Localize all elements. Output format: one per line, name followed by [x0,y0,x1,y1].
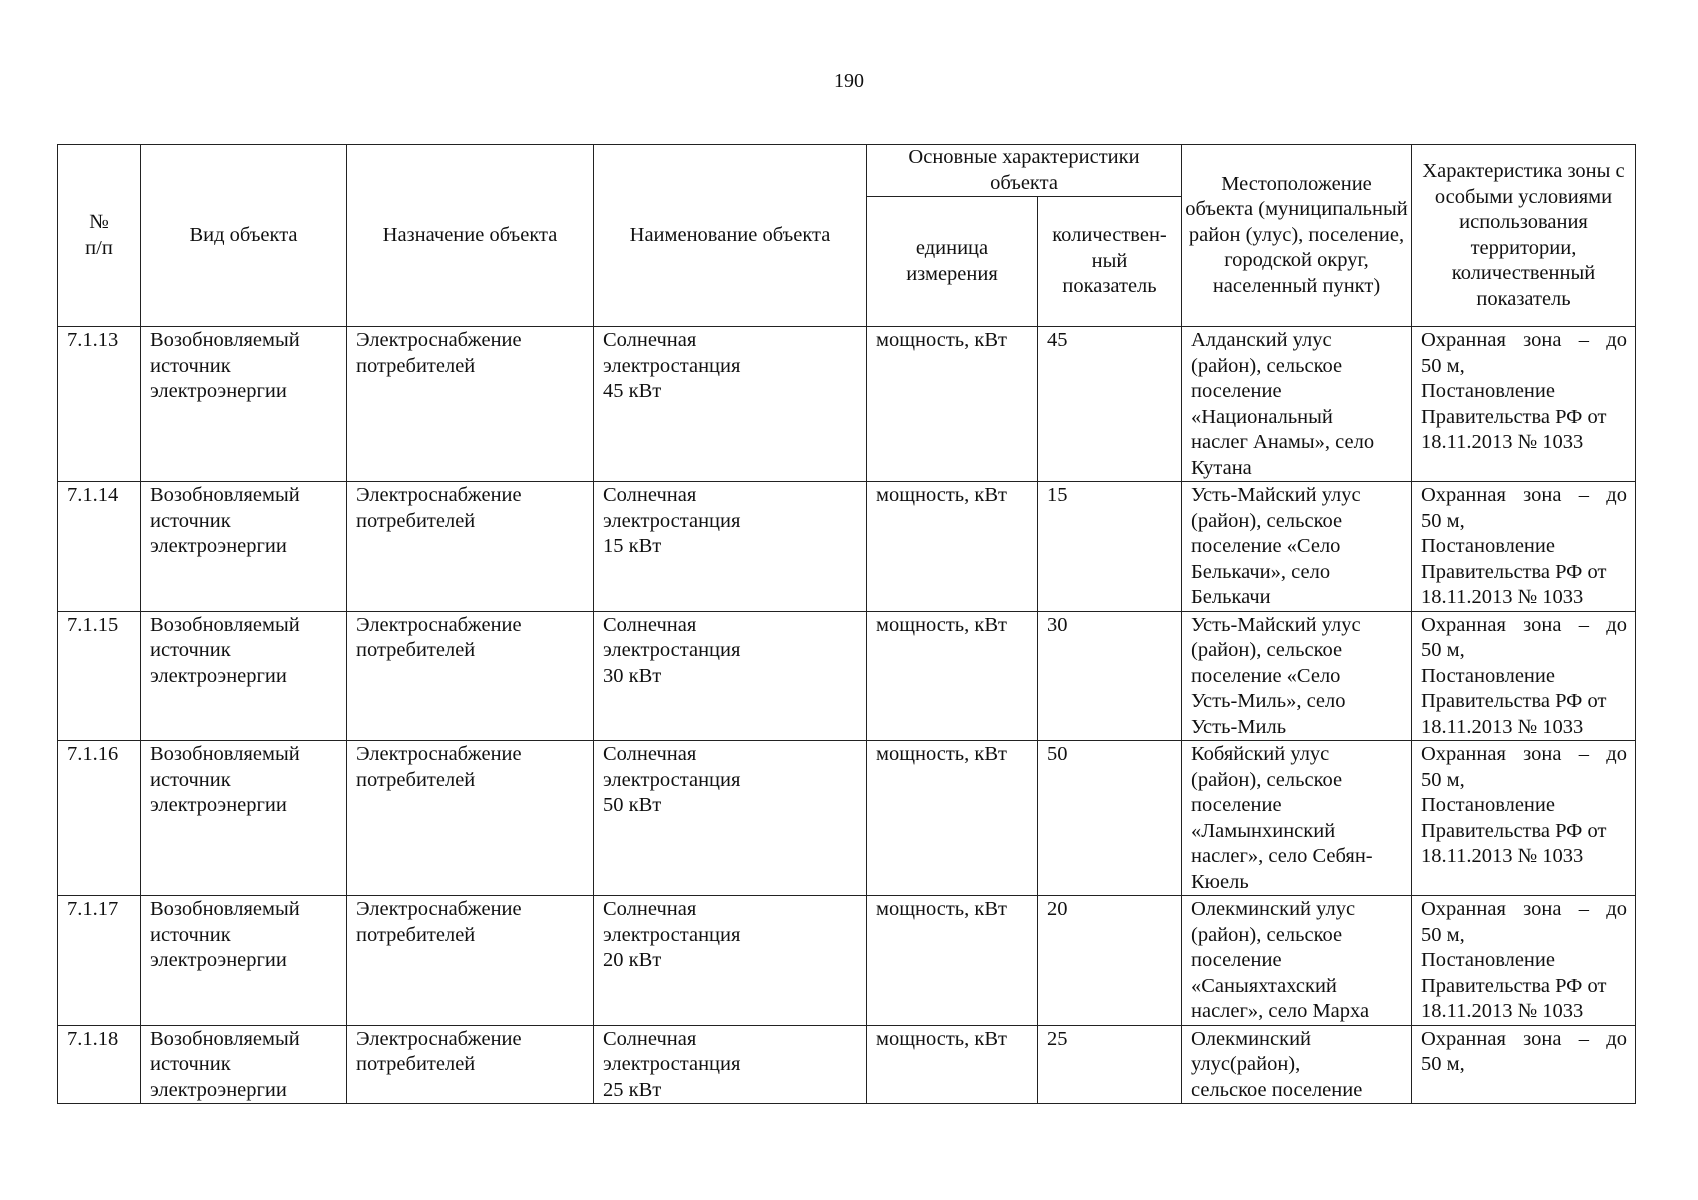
cell-zone [1412,611,1636,741]
cell-location: Олекминский улус (район), сельское поселение «Саныяхтахский наслег», село Марха [1182,896,1412,1026]
cell-num: 7.1.13 [58,327,141,482]
table-row [58,1025,1636,1104]
table-row [58,327,1636,482]
cell-unit: мощность, кВт [867,741,1038,896]
cell-type: Возобновляемый источник электроэнергии [141,1025,347,1104]
zone-first-line: Охранная зона – до [1421,743,1627,765]
cell-qty: 25 [1038,1025,1182,1104]
cell-qty: 50 [1038,741,1182,896]
header-location: Местоположение объекта (муниципальный район (улус), поселение, городской округ, населенный пункт) [1182,145,1412,327]
zone-rest: 50 м, Постановление Правительства РФ от 18.11.2013 № 1033 [1421,923,1607,1022]
cell-qty: 20 [1038,896,1182,1026]
zone-first-line: Охранная зона – до [1421,898,1627,920]
zone-first-line: Охранная зона – до [1421,329,1627,351]
cell-zone [1412,327,1636,482]
cell-name: Солнечная электростанция 15 кВт [594,482,867,612]
cell-num: 7.1.18 [58,1025,141,1104]
header-main-characteristics: Основные характеристики объекта [867,145,1182,197]
header-num: № п/п [58,145,141,327]
page-number: 190 [834,70,864,92]
cell-purpose: Электроснабжение потребителей [347,611,594,741]
cell-name: Солнечная электростанция 30 кВт [594,611,867,741]
header-unit: единица измерения [867,197,1038,327]
table-row [58,741,1636,896]
cell-num: 7.1.14 [58,482,141,612]
cell-name: Солнечная электростанция 20 кВт [594,896,867,1026]
zone-rest: 50 м, Постановление Правительства РФ от 18.11.2013 № 1033 [1421,768,1607,867]
table-row [58,611,1636,741]
cell-name: Солнечная электростанция 25 кВт [594,1025,867,1104]
zone-first-line: Охранная зона – до [1421,613,1627,636]
cell-type: Возобновляемый источник электроэнергии [141,896,347,1026]
table-body [58,327,1636,1104]
cell-location: Кобяйский улус (район), сельское поселение «Ламынхинский наслег», село Себян- Кюель [1182,741,1412,896]
cell-unit: мощность, кВт [867,327,1038,482]
zone-first-line: Охранная зона – до [1421,1027,1627,1050]
cell-purpose: Электроснабжение потребителей [347,482,594,612]
cell-name: Солнечная электростанция 45 кВт [594,327,867,482]
cell-type: Возобновляемый источник электроэнергии [141,741,347,896]
cell-zone [1412,741,1636,896]
cell-type: Возобновляемый источник электроэнергии [141,611,347,741]
cell-type: Возобновляемый источник электроэнергии [141,327,347,482]
table-row [58,896,1636,1026]
cell-location: Усть-Майский улус (район), сельское поселение «Село Белькачи», село Белькачи [1182,482,1412,612]
table-row [58,482,1636,612]
cell-purpose: Электроснабжение потребителей [347,1025,594,1104]
cell-type: Возобновляемый источник электроэнергии [141,482,347,612]
header-zone: Характеристика зоны с особыми условиями использования территории, количественный показатель [1412,145,1636,327]
cell-purpose: Электроснабжение потребителей [347,327,594,482]
cell-zone [1412,482,1636,612]
cell-unit: мощность, кВт [867,896,1038,1026]
header-quantity: количествен- ный показатель [1038,197,1182,327]
cell-zone [1412,896,1636,1026]
cell-unit: мощность, кВт [867,1025,1038,1104]
cell-unit: мощность, кВт [867,482,1038,612]
cell-location: Олекминский улус(район), сельское поселение [1182,1025,1412,1104]
cell-qty: 15 [1038,482,1182,612]
header-name: Наименование объекта [594,145,867,327]
header-row-top [58,145,1636,197]
zone-rest: 50 м, Постановление Правительства РФ от 18.11.2013 № 1033 [1421,509,1607,608]
header-purpose: Назначение объекта [347,145,594,327]
cell-location: Усть-Майский улус (район), сельское поселение «Село Усть-Миль», село Усть-Миль [1182,611,1412,741]
cell-name: Солнечная электростанция 50 кВт [594,741,867,896]
cell-purpose: Электроснабжение потребителей [347,741,594,896]
zone-rest: 50 м, [1421,1053,1465,1075]
header-type: Вид объекта [141,145,347,327]
cell-zone [1412,1025,1636,1104]
objects-table [57,144,1636,1104]
cell-purpose: Электроснабжение потребителей [347,896,594,1026]
cell-qty: 30 [1038,611,1182,741]
cell-qty: 45 [1038,327,1182,482]
zone-rest: 50 м, Постановление Правительства РФ от 18.11.2013 № 1033 [1421,354,1607,453]
cell-num: 7.1.15 [58,611,141,741]
zone-rest: 50 м, Постановление Правительства РФ от 18.11.2013 № 1033 [1421,639,1607,738]
cell-location: Алданский улус (район), сельское поселение «Национальный наслег Анамы», село Кутана [1182,327,1412,482]
cell-num: 7.1.17 [58,896,141,1026]
cell-num: 7.1.16 [58,741,141,896]
cell-unit: мощность, кВт [867,611,1038,741]
zone-first-line: Охранная зона – до [1421,484,1627,506]
